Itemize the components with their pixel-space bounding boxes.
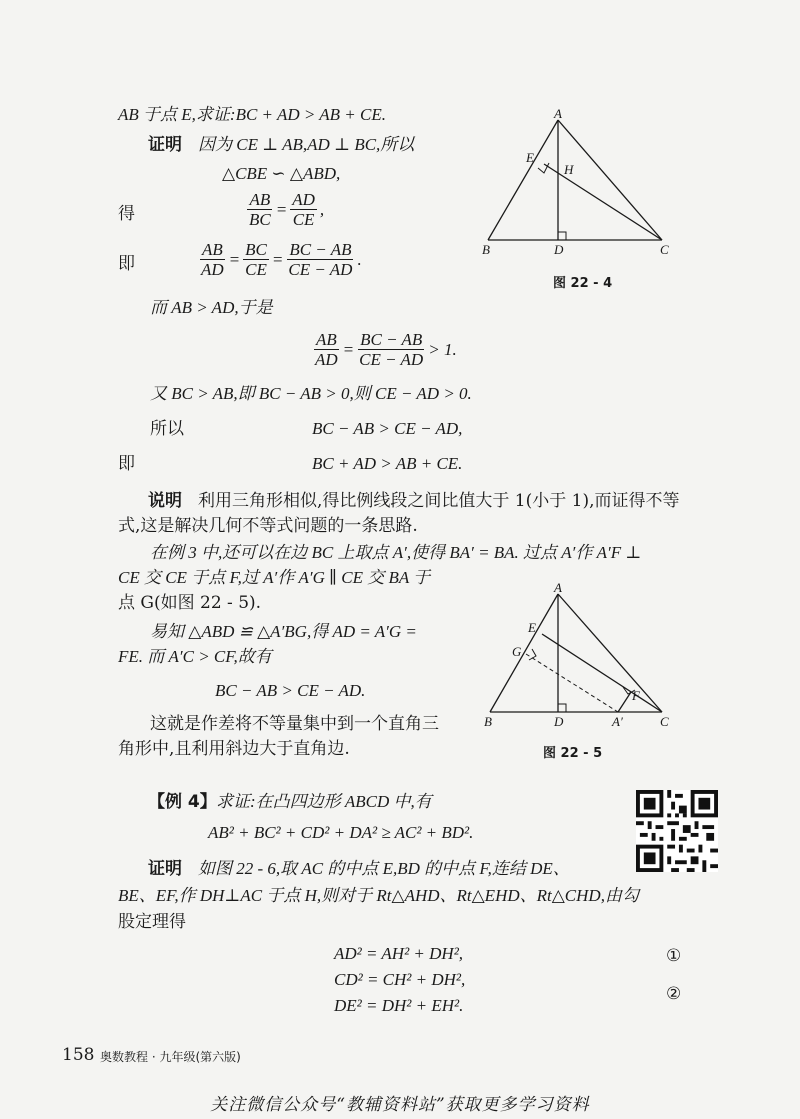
equals-sign: = <box>228 249 241 269</box>
text-line: 这就是作差将不等量集中到一个直角三 <box>150 714 439 734</box>
text-line: FE. 而 A′C > CF,故有 <box>118 647 272 666</box>
segment-AB <box>488 120 558 240</box>
equals-sign: = <box>271 249 284 269</box>
label-A: A <box>554 108 562 121</box>
numerator: BC − AB <box>289 240 352 259</box>
text-word: 即 <box>118 454 135 474</box>
label-D: D <box>554 242 564 257</box>
equation-number: ① <box>666 946 682 966</box>
denominator: CE − AD <box>288 260 353 279</box>
page-number: 158 <box>62 1045 95 1065</box>
figure-caption: 图 22 - 5 <box>543 746 603 761</box>
book-title: 奥数教程 · 九年级(第六版) <box>100 1050 241 1064</box>
numerator: AB <box>201 240 223 259</box>
label-F: F <box>632 688 640 703</box>
segment-AC <box>558 120 662 240</box>
text-word: 得 <box>118 204 135 224</box>
proof-label: 证明 <box>148 135 182 155</box>
text-line: 股定理得 <box>118 912 186 932</box>
figure-22-5 <box>478 582 688 730</box>
segment-CE <box>544 164 662 240</box>
numerator: BC <box>245 240 267 259</box>
denominator: BC <box>249 210 271 229</box>
equals-sign: = <box>275 199 288 219</box>
text-line: 而 AB > AD,于是 <box>150 298 273 317</box>
segment-A2F <box>618 692 631 712</box>
label-B: B <box>484 714 492 729</box>
numerator: AD <box>292 190 315 209</box>
text-line: BC + AD > AB + CE. <box>312 454 463 473</box>
label-D: D <box>554 714 564 729</box>
label-B: B <box>482 242 490 257</box>
denominator: CE <box>292 210 315 229</box>
punctuation: . <box>357 249 362 269</box>
text-line: 式,这是解决几何不等式问题的一条思路. <box>118 516 418 536</box>
label-H: H <box>564 162 574 177</box>
text-line: BE、EF,作 DH⊥AC 于点 H,则对于 Rt△AHD、Rt△EHD、Rt△CHD,由勾 <box>118 886 639 905</box>
equation: CD² = CH² + DH², <box>334 970 466 989</box>
text-line: BC − AB > CE − AD. <box>215 681 366 700</box>
inequality-tail: > 1. <box>428 339 457 359</box>
text-line: CE 交 CE 于点 F,过 A′作 A′G ∥ CE 交 BA 于 <box>118 568 431 587</box>
fraction-equation-3 <box>310 330 457 369</box>
label-A: A <box>554 582 562 595</box>
text-line: 易知 △ABD ≌ △A′BG,得 AD = A′G = <box>150 622 417 641</box>
equation-number: ② <box>666 984 682 1004</box>
equals-sign: = <box>342 339 355 359</box>
segment-AB <box>490 594 558 712</box>
text-word: 所以 <box>150 419 184 439</box>
numerator: AB <box>249 190 271 209</box>
denominator: AD <box>315 350 338 369</box>
note-label: 说明 <box>148 491 182 511</box>
equation: DE² = DH² + EH². <box>334 996 464 1015</box>
equation: AD² = AH² + DH², <box>334 944 464 963</box>
label-G: G <box>512 644 522 659</box>
text-line: AB² + BC² + CD² + DA² ≥ AC² + BD². <box>208 823 474 842</box>
text-line: 如图 22 - 6,取 AC 的中点 E,BD 的中点 F,连结 DE、 <box>198 859 570 878</box>
text-line: 在例 3 中,还可以在边 BC 上取点 A′,使得 BA′ = BA. 过点 A′作 A′F ⊥ <box>150 543 642 562</box>
text-line: 因为 CE ⊥ AB,AD ⊥ BC,所以 <box>198 135 415 154</box>
numerator: AB <box>315 330 337 349</box>
text-line: 求证:在凸四边形 ABCD 中,有 <box>216 792 432 811</box>
text-line: 又 BC > AB,即 BC − AB > 0,则 CE − AD > 0. <box>150 384 472 403</box>
text-line: △CBE ∽ △ABD, <box>222 164 341 183</box>
text-word: 即 <box>118 254 135 274</box>
punctuation: , <box>319 199 325 219</box>
denominator: CE − AD <box>359 350 424 369</box>
text-line: AB 于点 E,求证:BC + AD > AB + CE. <box>118 105 386 124</box>
watermark-text: 关注微信公众号“教辅资料站”获取更多学习资料 <box>210 1095 590 1115</box>
example-label: 【例 4】 <box>148 792 217 812</box>
label-E: E <box>526 150 534 165</box>
segment-CE <box>542 634 662 712</box>
figure-caption: 图 22 - 4 <box>553 276 613 291</box>
label-A-prime: A′ <box>612 714 623 729</box>
right-angle-mark <box>558 232 566 240</box>
text-line: 角形中,且利用斜边大于直角边. <box>118 739 350 759</box>
right-angle-mark <box>538 163 549 173</box>
fraction-equation-1 <box>244 190 324 229</box>
label-E: E <box>528 620 536 635</box>
denominator: CE <box>245 260 267 279</box>
segment-AC <box>558 594 662 712</box>
qr-code-icon <box>636 790 718 872</box>
right-angle-mark <box>558 704 566 712</box>
text-line: BC − AB > CE − AD, <box>312 419 463 438</box>
segment-A2G-dashed <box>526 654 618 712</box>
figure-22-4 <box>478 108 688 268</box>
text-line: 利用三角形相似,得比例线段之间比值大于 1(小于 1),而证得不等 <box>198 491 680 511</box>
denominator: AD <box>201 260 224 279</box>
text-line: 点 G(如图 22 - 5). <box>118 593 262 613</box>
numerator: BC − AB <box>360 330 423 349</box>
fraction-equation-2 <box>196 240 362 279</box>
proof-label: 证明 <box>148 859 182 879</box>
label-C: C <box>660 242 669 257</box>
label-C: C <box>660 714 669 729</box>
